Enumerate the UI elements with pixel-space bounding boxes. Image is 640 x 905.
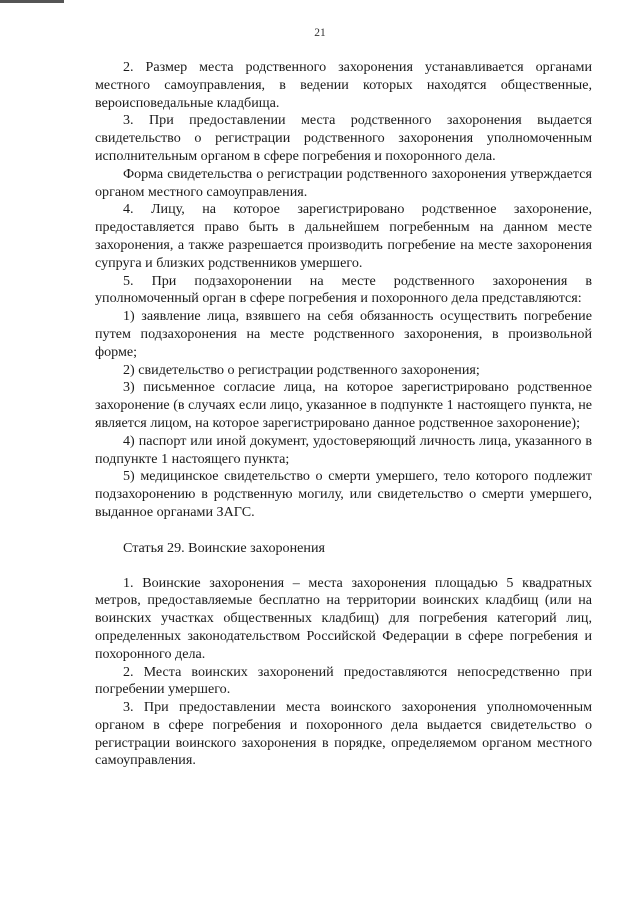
paragraph: 5. При подзахоронении на месте родственного захоронения в уполномоченный орган в сфере погребения и похоронного дела представляются: [95,272,592,307]
paragraph: 4. Лицу, на которое зарегистрировано родственное захоронение, предоставляется право быть в дальнейшем погребенным на данном месте захоронения, а также разрешается производить погребение на месте захоронения супруга и близких родственников умершего. [95,201,592,271]
list-item: 3) письменное согласие лица, на которое зарегистрировано родственное захоронение (в случаях если лицо, указанное в подпункте 1 настоящего пункта, не является лицом, на которое зарегистрировано данное родственное захоронение); [95,379,592,431]
paragraph: 1. Воинские захоронения – места захоронения площадью 5 квадратных метров, предоставляемые бесплатно на территории воинских кладбищ (или на воинских участках общественных кладбищ) для погребения категорий лиц, определенных законодательством Российской Федерации в сфере погребения и похоронного дела. [95,574,592,662]
article-heading: Статья 29. Воинские захоронения [123,539,325,556]
paragraph: 3. При предоставлении места родственного захоронения выдается свидетельство о регистрации родственного захоронения уполномоченным исполнительным органом в сфере погребения и похоронного дела. [95,112,592,164]
scan-corner-mark [0,0,64,3]
page-number: 21 [314,27,326,39]
document-body [95,59,592,770]
paragraph: Форма свидетельства о регистрации родственного захоронения утверждается органом местного самоуправления. [95,165,592,200]
list-item: 4) паспорт или иной документ, удостоверяющий личность лица, указанного в подпункте 1 настоящего пункта; [95,432,592,467]
paragraph: 2. Места воинских захоронений предоставляются непосредственно при погребении умершего. [95,663,592,698]
paragraph: 3. При предоставлении места воинского захоронения уполномоченным органом в сфере погребения и похоронного дела выдается свидетельство о регистрации воинского захоронения в порядке, определяемом органом местного самоуправления. [95,699,592,769]
list-item: 1) заявление лица, взявшего на себя обязанность осуществить погребение путем подзахоронения на месте родственного захоронения, в произвольной форме; [95,308,592,360]
list-item: 5) медицинское свидетельство о смерти умершего, тело которого подлежит подзахоронению в родственную могилу, или свидетельство о смерти умершего, выданное органами ЗАГС. [95,468,592,520]
paragraph: 2. Размер места родственного захоронения устанавливается органами местного самоуправления, в ведении которых находятся общественные, вероисповедальные кладбища. [95,59,592,111]
list-item: 2) свидетельство о регистрации родственного захоронения; [123,361,480,378]
